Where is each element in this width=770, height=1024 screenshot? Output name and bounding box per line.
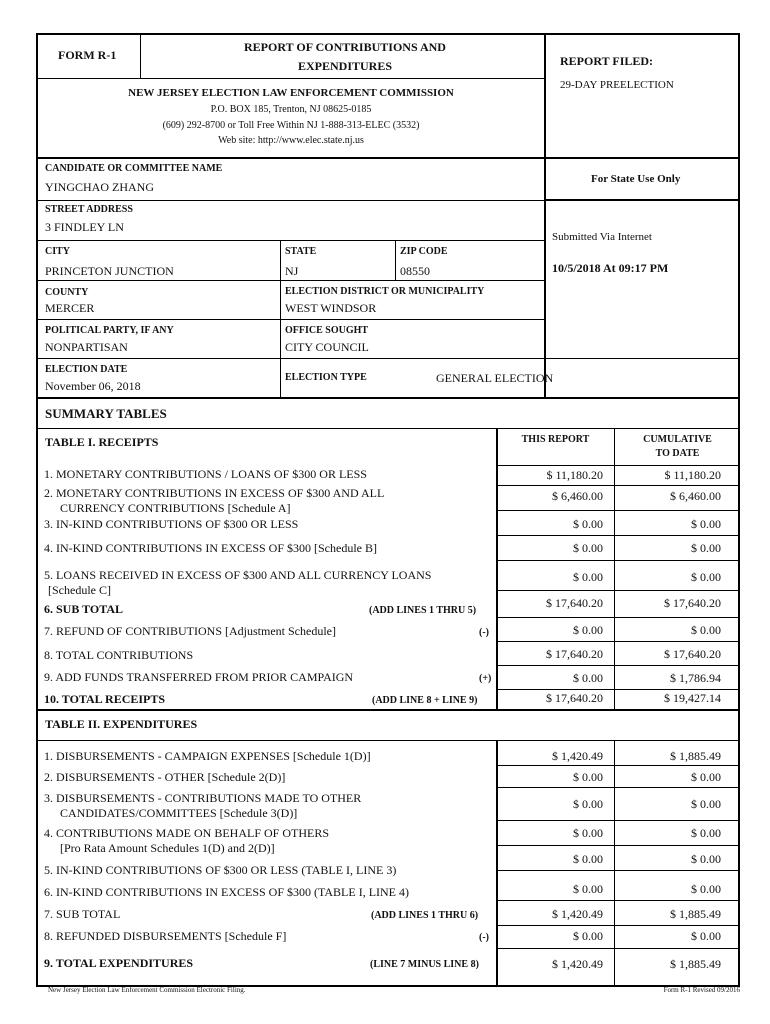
expend-row-this-report: $ 0.00	[573, 929, 603, 943]
divider	[496, 535, 740, 536]
divider	[395, 240, 396, 280]
election-type-label: ELECTION TYPE	[285, 372, 367, 383]
divider	[496, 665, 740, 666]
divider	[37, 78, 545, 79]
district-label: ELECTION DISTRICT OR MUNICIPALITY	[285, 286, 485, 297]
receipts-row-this-report: $ 17,640.20	[546, 691, 603, 705]
expend-row-label: 8. REFUNDED DISBURSEMENTS [Schedule F]	[44, 929, 287, 943]
divider	[496, 485, 740, 486]
expend-row-this-report: $ 1,420.49	[552, 907, 603, 921]
receipts-row-label: 5. LOANS RECEIVED IN EXCESS OF $300 AND ALL CURRENCY LOANS	[44, 568, 432, 582]
col-to-date: TO DATE	[655, 448, 700, 459]
expend-row-label: 9. TOTAL EXPENDITURES	[44, 956, 194, 970]
election-date-value: November 06, 2018	[45, 379, 141, 393]
party-value: NONPARTISAN	[45, 340, 128, 354]
receipts-row-label: 2. MONETARY CONTRIBUTIONS IN EXCESS OF $300 AND ALL	[44, 486, 385, 500]
divider	[544, 158, 546, 200]
receipts-row-label: 7. REFUND OF CONTRIBUTIONS [Adjustment Schedule]	[44, 624, 336, 638]
expend-row-label: 2. DISBURSEMENTS - OTHER [Schedule 2(D)]	[44, 770, 286, 784]
divider	[37, 280, 545, 281]
divider	[544, 199, 740, 201]
expend-row-note: (ADD LINES 1 THRU 6)	[371, 910, 479, 921]
receipts-row-label: 4. IN-KIND CONTRIBUTIONS IN EXCESS OF $300 [Schedule B]	[44, 541, 377, 555]
form-title-line2: EXPENDITURES	[297, 59, 393, 73]
city-value: PRINCETON JUNCTION	[45, 264, 174, 278]
divider	[496, 560, 740, 561]
expend-row-this-report: $ 0.00	[573, 770, 603, 784]
receipts-row-label: 10. TOTAL RECEIPTS	[44, 692, 166, 706]
expenditures-title: TABLE II. EXPENDITURES	[45, 717, 198, 731]
receipts-row-label: 3. IN-KIND CONTRIBUTIONS OF $300 OR LESS	[44, 517, 299, 531]
report-filed-label: REPORT FILED:	[560, 54, 654, 68]
receipts-row-label: 9. ADD FUNDS TRANSFERRED FROM PRIOR CAMPAIGN	[44, 670, 354, 684]
commission-phone: (609) 292-8700 or Toll Free Within NJ 1-888-313-ELEC (3532)	[162, 120, 420, 131]
col-this-report: THIS REPORT	[521, 434, 590, 445]
receipts-row-this-report: $ 0.00	[573, 671, 603, 685]
divider	[544, 200, 546, 398]
expend-row-cumulative: $ 1,885.49	[670, 749, 721, 763]
divider	[496, 900, 740, 901]
expend-row-this-report: $ 0.00	[573, 882, 603, 896]
receipts-row-note: (ADD LINE 8 + LINE 9)	[372, 695, 478, 706]
receipts-row-this-report: $ 0.00	[573, 517, 603, 531]
receipts-row-cumulative: $ 1,786.94	[670, 671, 721, 685]
divider	[496, 641, 740, 642]
divider	[496, 765, 740, 766]
receipts-row-cumulative: $ 17,640.20	[664, 596, 721, 610]
county-value: MERCER	[45, 301, 95, 315]
divider	[37, 200, 545, 201]
submitted-via: Submitted Via Internet	[552, 231, 652, 243]
receipts-row-this-report: $ 17,640.20	[546, 596, 603, 610]
expend-row-label: 7. SUB TOTAL	[44, 907, 121, 921]
form-id: FORM R-1	[58, 48, 117, 62]
divider	[496, 510, 740, 511]
col-cumulative: CUMULATIVE	[643, 434, 712, 445]
receipts-row-cumulative: $ 6,460.00	[670, 489, 721, 503]
receipts-row-cumulative: $ 0.00	[691, 623, 721, 637]
zip-value: 08550	[400, 264, 430, 278]
divider	[496, 465, 740, 466]
receipts-row-this-report: $ 6,460.00	[552, 489, 603, 503]
form-title-line1: REPORT OF CONTRIBUTIONS AND	[244, 40, 446, 54]
receipts-row-cumulative: $ 0.00	[691, 570, 721, 584]
footer-left: New Jersey Election Law Enforcement Commission Electronic Filing.	[48, 986, 246, 994]
state-label: STATE	[285, 246, 317, 257]
commission-name: NEW JERSEY ELECTION LAW ENFORCEMENT COMMISSION	[128, 87, 454, 99]
receipts-row-label: 8. TOTAL CONTRIBUTIONS	[44, 648, 194, 662]
expend-row-label: 4. CONTRIBUTIONS MADE ON BEHALF OF OTHERS	[44, 826, 330, 840]
expend-row-cumulative: $ 0.00	[691, 929, 721, 943]
receipts-row-cumulative: $ 11,180.20	[664, 468, 721, 482]
zip-label: ZIP CODE	[400, 246, 448, 257]
receipts-row-label: 1. MONETARY CONTRIBUTIONS / LOANS OF $300 OR LESS	[44, 467, 367, 481]
divider	[37, 397, 739, 399]
receipts-row-this-report: $ 0.00	[573, 541, 603, 555]
summary-title: SUMMARY TABLES	[45, 406, 167, 421]
expend-row-label: 6. IN-KIND CONTRIBUTIONS IN EXCESS OF $300 (TABLE I, LINE 4)	[44, 885, 410, 899]
expend-row-this-report: $ 0.00	[573, 826, 603, 840]
election-date-label: ELECTION DATE	[45, 364, 128, 375]
election-type-value: GENERAL ELECTION	[436, 371, 554, 385]
expend-row-label: 1. DISBURSEMENTS - CAMPAIGN EXPENSES [Schedule 1(D)]	[44, 749, 371, 763]
expend-row-cumulative: $ 0.00	[691, 797, 721, 811]
county-label: COUNTY	[45, 287, 89, 298]
receipts-row-cumulative: $ 0.00	[691, 541, 721, 555]
state-use-label: For State Use Only	[591, 173, 681, 185]
receipts-row-this-report: $ 17,640.20	[546, 647, 603, 661]
divider	[37, 740, 740, 741]
receipts-row-cumulative: $ 17,640.20	[664, 647, 721, 661]
expend-row-cumulative: $ 0.00	[691, 882, 721, 896]
divider	[496, 925, 740, 926]
divider	[37, 319, 545, 320]
expend-row-label-cont: [Pro Rata Amount Schedules 1(D) and 2(D)]	[60, 841, 275, 855]
expend-row-cumulative: $ 0.00	[691, 770, 721, 784]
divider	[496, 870, 740, 871]
report-filed-value: 29-DAY PREELECTION	[560, 79, 674, 91]
receipts-row-note: (+)	[479, 673, 492, 684]
expend-row-note: (-)	[479, 932, 489, 943]
receipts-row-cumulative: $ 0.00	[691, 517, 721, 531]
divider	[496, 617, 740, 618]
divider	[37, 240, 545, 241]
divider	[37, 428, 740, 429]
candidate-name-label: CANDIDATE OR COMMITTEE NAME	[45, 163, 223, 174]
expend-row-this-report: $ 0.00	[573, 797, 603, 811]
divider	[496, 820, 740, 821]
receipts-row-label: 6. SUB TOTAL	[44, 602, 124, 616]
expend-row-cumulative: $ 1,885.49	[670, 957, 721, 971]
receipts-row-this-report: $ 0.00	[573, 570, 603, 584]
receipts-row-label-cont: CURRENCY CONTRIBUTIONS [Schedule A]	[60, 501, 291, 515]
party-label: POLITICAL PARTY, IF ANY	[45, 325, 174, 336]
divider	[496, 590, 740, 591]
expend-row-note: (LINE 7 MINUS LINE 8)	[370, 959, 479, 970]
footer-right: Form R-1 Revised 09/2016	[663, 986, 740, 994]
divider	[37, 709, 739, 711]
street-label: STREET ADDRESS	[45, 204, 133, 215]
receipts-title: TABLE I. RECEIPTS	[45, 435, 159, 449]
submitted-timestamp: 10/5/2018 At 09:17 PM	[552, 261, 669, 275]
expend-row-cumulative: $ 0.00	[691, 852, 721, 866]
divider	[496, 689, 740, 690]
divider	[140, 34, 141, 78]
expend-row-cumulative: $ 0.00	[691, 826, 721, 840]
state-value: NJ	[285, 264, 299, 278]
receipts-row-this-report: $ 0.00	[573, 623, 603, 637]
receipts-row-note: (ADD LINES 1 THRU 5)	[369, 605, 477, 616]
commission-website: Web site: http://www.elec.state.nj.us	[218, 135, 364, 146]
expend-row-this-report: $ 1,420.49	[552, 749, 603, 763]
receipts-row-label-cont: [Schedule C]	[48, 583, 111, 597]
receipts-row-cumulative: $ 19,427.14	[664, 691, 721, 705]
divider	[496, 845, 740, 846]
city-label: CITY	[45, 246, 71, 257]
expend-row-cumulative: $ 1,885.49	[670, 907, 721, 921]
divider	[37, 358, 740, 359]
expend-row-label: 3. DISBURSEMENTS - CONTRIBUTIONS MADE TO OTHER	[44, 791, 362, 805]
commission-address: P.O. BOX 185, Trenton, NJ 08625-0185	[210, 104, 372, 115]
receipts-row-this-report: $ 11,180.20	[546, 468, 603, 482]
expend-row-label-cont: CANDIDATES/COMMITTEES [Schedule 3(D)]	[60, 806, 298, 820]
receipts-row-note: (-)	[479, 627, 489, 638]
district-value: WEST WINDSOR	[285, 301, 377, 315]
expend-row-label: 5. IN-KIND CONTRIBUTIONS OF $300 OR LESS (TABLE I, LINE 3)	[44, 863, 397, 877]
candidate-name: YINGCHAO ZHANG	[45, 180, 154, 194]
divider	[496, 948, 740, 949]
divider	[496, 787, 740, 788]
expend-row-this-report: $ 0.00	[573, 852, 603, 866]
office-label: OFFICE SOUGHT	[285, 325, 369, 336]
expend-row-this-report: $ 1,420.49	[552, 957, 603, 971]
divider	[37, 157, 739, 159]
street-value: 3 FINDLEY LN	[45, 220, 124, 234]
office-value: CITY COUNCIL	[285, 340, 369, 354]
